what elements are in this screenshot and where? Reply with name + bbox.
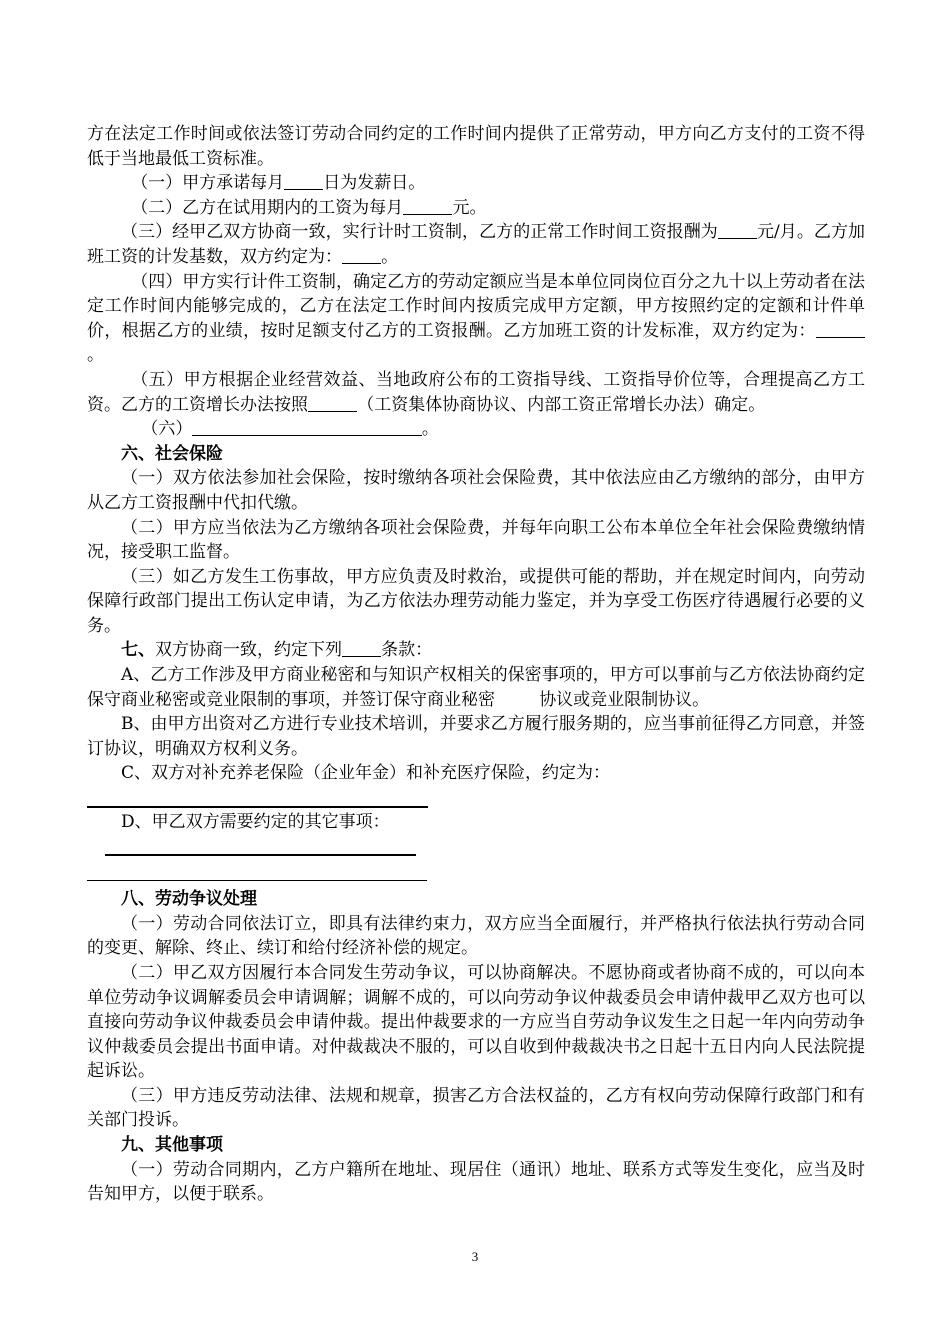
pay-1-text-b: 日为发薪日。 [323, 173, 426, 194]
pay-6-text-b: 。 [421, 419, 439, 440]
pay-2-text-a: （二）乙方在试用期内的工资为每月 [131, 197, 404, 218]
other-matters-1: （一）劳动合同期内，乙方户籍所在地址、现居住（通讯）地址、联系方式等发生变化，应当及时告知甲方，以便于联系。 [87, 1159, 865, 1205]
clause-d-blank-line-1[interactable] [105, 854, 416, 856]
social-insurance-1: （一）双方依法参加社会保险，按时缴纳各项社会保险费，其中依法应由乙方缴纳的部分，由甲方从乙方工资报酬中代扣代缴。 [87, 468, 865, 513]
section-9-title: 九、其他事项 [121, 1135, 223, 1156]
social-insurance-3: （三）如乙方发生工伤事故，甲方应负责及时救治，或提供可能的帮助，并在规定时间内，向劳动保障行政部门提出工伤认定申请，为乙方依法办理劳动能力鉴定，并为享受工伤医疗待遇履行必要的义务。 [87, 566, 865, 636]
pay-1-text-a: （一）甲方承诺每月 [131, 173, 285, 194]
section-8-title: 八、劳动争议处理 [121, 889, 257, 910]
clause-c: C、双方对补充养老保险（企业年金）和补充医疗保险，约定为： [121, 763, 611, 784]
section-7-title [87, 638, 865, 663]
clause-b: B、由甲方出资对乙方进行专业技术培训，并要求乙方履行服务期的，应当事前征得乙方同意，并签订协议，明确双方权利义务。 [87, 714, 865, 759]
piecework-overtime-blank[interactable] [816, 319, 865, 338]
dispute-1: （一）劳动合同依法订立，即具有法律约束力，双方应当全面履行，并严格执行依法执行劳动合同的变更、解除、终止、续订和给付经济补偿的规定。 [87, 913, 865, 959]
pay-clause-3 [87, 220, 865, 269]
pay-3-text-c: 。 [381, 246, 399, 267]
clause-a [87, 663, 865, 712]
pay-5-text-b: （工资集体协商协议、内部工资正常增长办法）确定。 [357, 394, 766, 415]
payday-blank[interactable] [284, 171, 323, 190]
clause-a-text-2: 协议或竞业限制协议。 [539, 689, 710, 710]
pay-4-text-b: 。 [87, 345, 104, 366]
social-insurance-2: （二）甲方应当依法为乙方缴纳各项社会保险费，并每年向职工公布本单位全年社会保险费缴纳情况，接受职工监督。 [87, 517, 865, 563]
document-body [87, 122, 865, 1207]
pay-5-text-a: （五）甲方根据企业经营效益、当地政府公布的工资指导线、工资指导价位等，合理提高乙方工资。乙方的工资增长办法按照 [87, 369, 865, 415]
clause-d-blank-line-2[interactable] [87, 880, 427, 882]
section-7-text-a: 双方协商一致，约定下列 [155, 640, 342, 661]
pay-clause-5 [87, 368, 865, 417]
pay-3-text-b: 元/月。乙方加班工资的计发基数，双方约定为： [87, 222, 865, 267]
dispute-2: （二）甲乙双方因履行本合同发生劳动争议，可以协商解决。不愿协商或者协商不成的，可以向本单位劳动争议调解委员会申请调解；调解不成的，可以向劳动争议仲裁委员会申请仲裁甲乙双方也可以直接向劳动争议仲裁委员会申请仲裁。提出仲裁要求的一方应当自劳动争议发生之日起一年内向劳动争议仲裁委员会提出书面申请。对仲裁裁决不服的，可以自收到仲裁裁决书之日起十五日内向人民法院提起诉讼。 [87, 962, 865, 1082]
pay-clause-2 [87, 196, 865, 221]
pay-4-text-a: （四）甲方实行计件工资制，确定乙方的劳动定额应当是本单位同岗位百分之九十以上劳动者在法定工作时间内能够完成的，乙方在法定工作时间内按质完成甲方定额，甲方按照约定的定额和计件单价，根据乙方的业绩，按时足额支付乙方的工资报酬。乙方加班工资的计发标准，双方约定为： [87, 271, 865, 341]
dispute-3: （三）甲方违反劳动法律、法规和规章，损害乙方合法权益的，乙方有权向劳动保障行政部门和有关部门投诉。 [87, 1085, 865, 1131]
section-7-number: 七、 [121, 640, 155, 661]
clause-d: D、甲乙双方需要约定的其它事项： [121, 811, 390, 832]
pay-clause-4 [87, 270, 865, 368]
other-pay-blank[interactable] [192, 417, 422, 436]
section-6-title: 六、社会保险 [121, 443, 223, 464]
page-number: 3 [471, 1249, 479, 1264]
clause-count-blank[interactable] [342, 638, 381, 657]
probation-wage-blank[interactable] [403, 196, 452, 215]
overtime-base-blank[interactable] [342, 245, 381, 264]
wage-growth-blank[interactable] [308, 393, 357, 412]
clause-c-blank-line[interactable] [87, 806, 428, 808]
intro-paragraph [87, 122, 865, 171]
pay-2-text-b: 元。 [452, 197, 487, 218]
pay-clause-6 [87, 417, 865, 442]
pay-3-text-a: （三）经甲乙双方协商一致，实行计时工资制，乙方的正常工作时间工资报酬为 [121, 222, 718, 243]
hourly-wage-blank[interactable] [718, 220, 757, 239]
section-7-text-b: 条款： [381, 640, 433, 661]
clause-a-text-1: A、乙方工作涉及甲方商业秘密和与知识产权相关的保密事项的，甲方可以事前与乙方依法协商约定保守商业秘密或竞业限制的事项，并签订保守商业秘密 [87, 665, 865, 710]
pay-6-text-a: （六） [141, 419, 193, 440]
pay-clause-1 [87, 171, 865, 196]
intro-text: 方在法定工作时间或依法签订劳动合同约定的工作时间内提供了正常劳动，甲方向乙方支付的工资不得低于当地最低工资标准。 [87, 124, 865, 169]
